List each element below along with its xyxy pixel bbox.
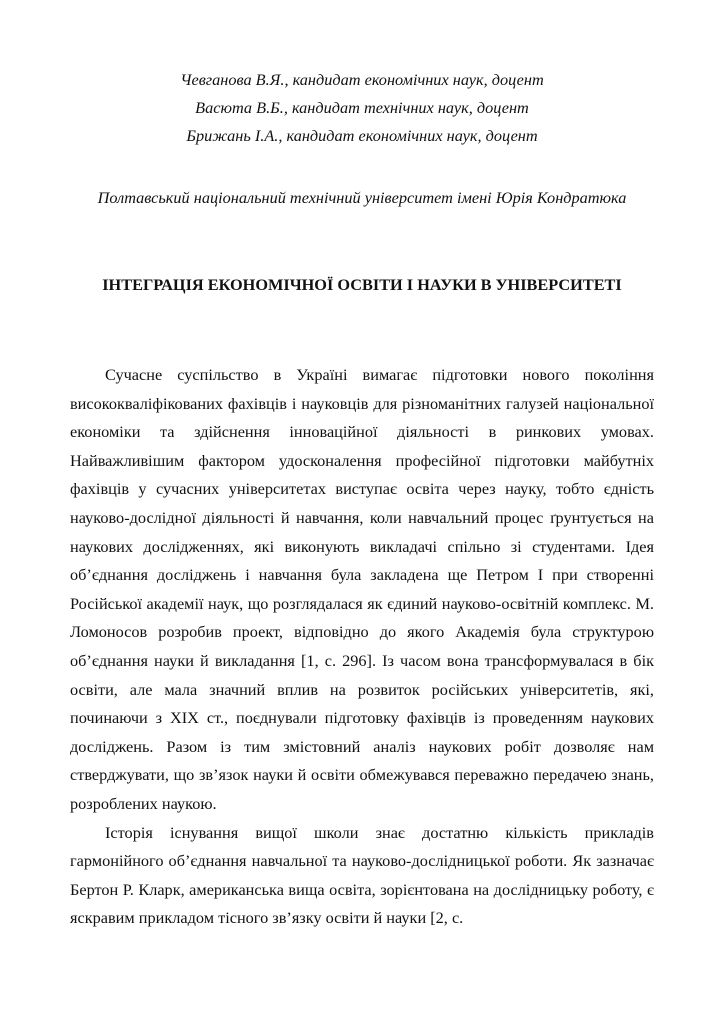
- paper-title: ІНТЕГРАЦІЯ ЕКОНОМІЧНОЇ ОСВІТИ І НАУКИ В УНІВЕРСИТЕТІ: [102, 275, 622, 294]
- author-list: [0, 66, 724, 150]
- affiliation: Полтавський національний технічний університет імені Юрія Кондратюка: [97, 188, 627, 207]
- author-line: Брижань І.А., кандидат економічних наук, доцент: [186, 126, 538, 145]
- author-line: Чевганова В.Я., кандидат економічних наук, доцент: [180, 70, 544, 89]
- author-line: Васюта В.Б., кандидат технічних наук, доцент: [195, 98, 529, 117]
- paragraph: Сучасне суспільство в Україні вимагає підготовки нового покоління висококваліфікованих фахівців і науковців для різноманітних галузей національної економіки та здійснення інноваційної діяльності в ринкових умовах. Найважливішим фактором удосконалення професійної підготовки майбутніх фахівців у сучасних університетах виступає освіта через науку, тобто єдність науково-дослідної діяльності й навчання, коли навчальний процес ґрунтується на наукових дослідженнях, які виконують викладачі спільно зі студентами. Ідея об’єднання досліджень і навчання була закладена ще Петром І при створенні Російської академії наук, що розглядалася як єдиний науково-освітній комплекс. М. Ломоносов розробив проект, відповідно до якого Академія була структурою об’єднання науки й викладання [1, с. 296]. Із часом вона трансформувалася в бік освіти, але мала значний вплив на розвиток російських університетів, які, починаючи з XIX ст., поєднували підготовку фахівців із проведенням наукових досліджень. Разом із тим змістовний аналіз наукових робіт дозволяє нам стверджувати, що зв’язок науки й освіти обмежувався переважно передачею знань, розроблених наукою.: [70, 365, 654, 813]
- body-text: [70, 361, 654, 933]
- paragraph: Історія існування вищої школи знає достатню кількість прикладів гармонійного об’єднання навчальної та науково-дослідницької роботи. Як зазначає Бертон Р. Кларк, американська вища освіта, зорієнтована на дослідницьку роботу, є яскравим прикладом тісного зв’язку освіти й науки [2, с.: [70, 822, 654, 928]
